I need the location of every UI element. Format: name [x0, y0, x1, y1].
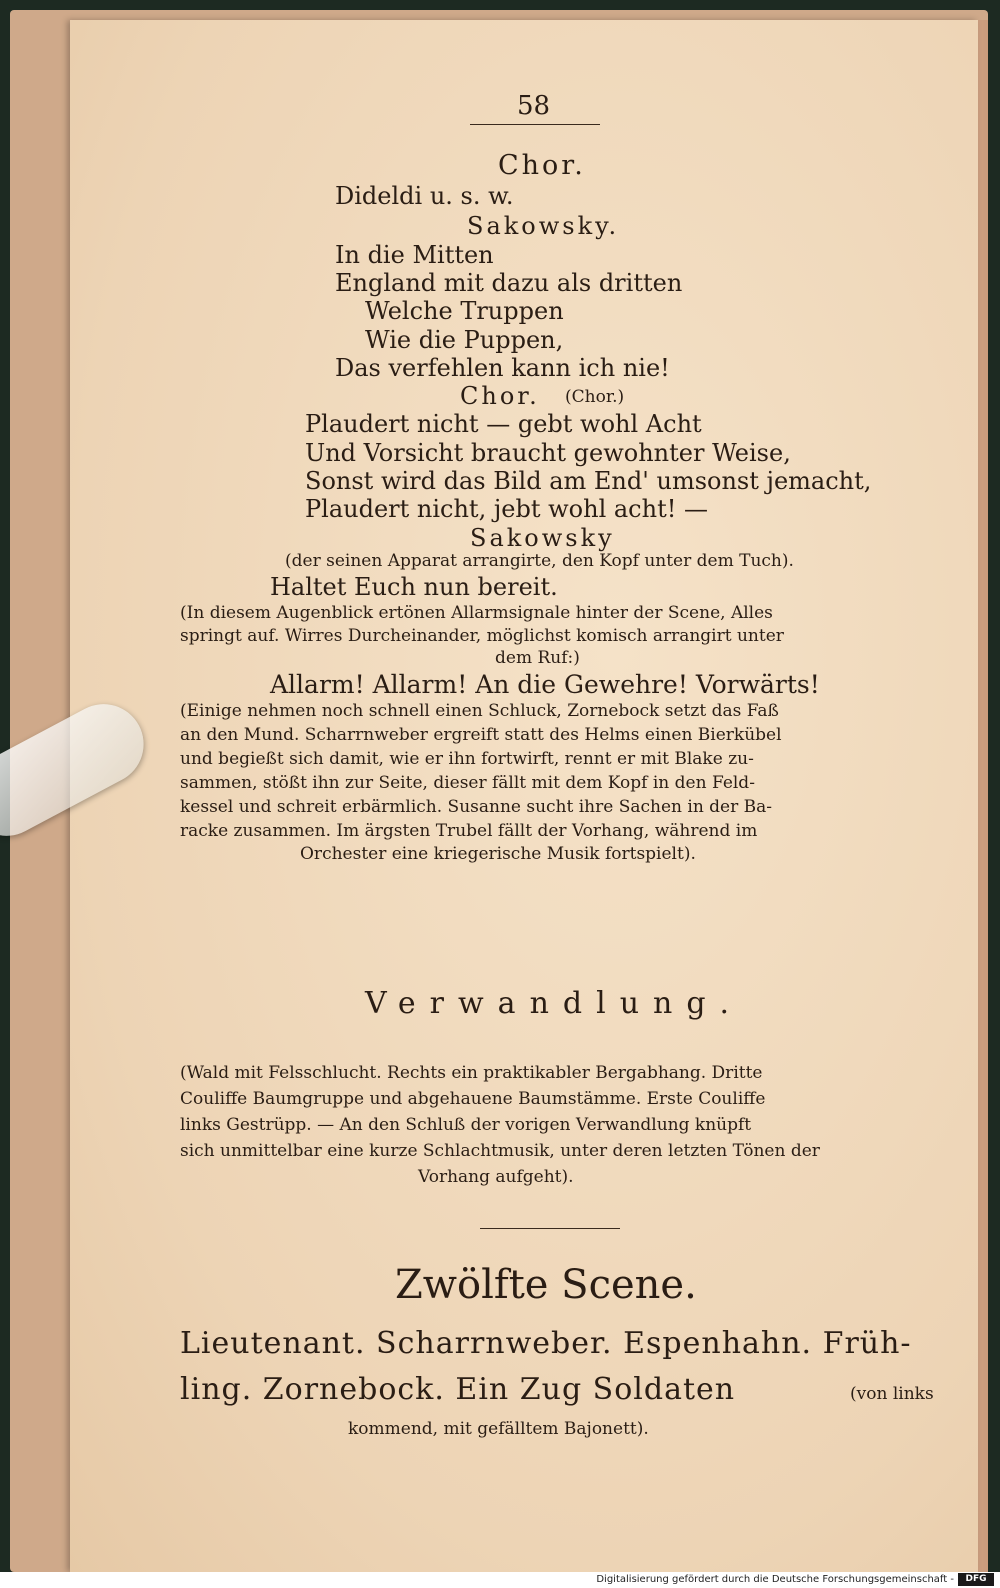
stage-direction: sammen, stößt ihn zur Seite, dieser fällt mit dem Kopf in den Feld- [180, 773, 755, 793]
page-number: 58 [517, 91, 551, 121]
verse-line: Das verfehlen kann ich nie! [335, 354, 670, 382]
stage-direction: springt auf. Wirres Durcheinander, möglichst komisch arrangirt unter [180, 626, 784, 646]
speaker-sakowsky: Sakowsky [470, 524, 615, 552]
stage-direction: (Einige nehmen noch schnell einen Schluck, Zornebock setzt das Faß [180, 701, 779, 721]
stage-direction: (von links [850, 1384, 934, 1404]
verse-line: Welche Truppen [365, 297, 564, 325]
speaker-chor: Chor. [460, 382, 540, 410]
stage-direction: (In diesem Augenblick ertönen Allarmsignale hinter der Scene, Alles [180, 603, 773, 623]
stage-direction: und begießt sich damit, wie er ihn fortwirft, rennt er mit Blake zu- [180, 749, 754, 769]
cast-list: Lieutenant. Scharrnweber. Espenhahn. Früh- [180, 1326, 912, 1361]
book-page [70, 20, 978, 1572]
stage-direction: (der seinen Apparat arrangirte, den Kopf unter dem Tuch). [285, 551, 794, 571]
speaker-chor: Chor. [498, 150, 586, 181]
scene-title: Zwölfte Scene. [395, 1262, 697, 1308]
verse-line: Dideldi u. s. w. [335, 182, 514, 210]
stage-direction: kessel und schreit erbärmlich. Susanne sucht ihre Sachen in der Ba- [180, 797, 773, 817]
verse-line: Sonst wird das Bild am End' umsonst jemacht, [305, 467, 872, 495]
verse-line: Plaudert nicht — gebt wohl Acht [305, 410, 702, 438]
section-divider [480, 1228, 620, 1229]
stage-direction: (Wald mit Felsschlucht. Rechts ein praktikabler Bergabhang. Dritte [180, 1063, 763, 1083]
speaker-sakowsky: Sakowsky. [467, 212, 620, 240]
section-heading-verwandlung: Verwandlung. [365, 986, 744, 1021]
verse-line: Allarm! Allarm! An die Gewehre! Vorwärts! [270, 670, 820, 699]
cast-list: ling. Zornebock. Ein Zug Soldaten [180, 1372, 736, 1407]
verse-line: Plaudert nicht, jebt wohl acht! — [305, 495, 708, 523]
stage-direction: dem Ruf:) [495, 648, 580, 668]
page-number-rule [470, 124, 600, 125]
stage-direction: Vorhang aufgeht). [418, 1167, 574, 1187]
stage-direction: Couliffe Baumgruppe und abgehauene Baumstämme. Erste Couliffe [180, 1089, 766, 1109]
stage-direction: links Gestrüpp. — An den Schluß der vorigen Verwandlung knüpft [180, 1115, 752, 1135]
verse-line: England mit dazu als dritten [335, 269, 683, 297]
stage-direction: Orchester eine kriegerische Musik fortspielt). [300, 844, 696, 864]
stage-note: (Chor.) [565, 387, 625, 407]
stage-direction: an den Mund. Scharrnweber ergreift statt des Helms einen Bierkübel [180, 725, 782, 745]
stage-direction: sich unmittelbar eine kurze Schlachtmusik, unter deren letzten Tönen der [180, 1141, 820, 1161]
footer-credit: Digitalisierung gefördert durch die Deutsche Forschungsgemeinschaft - [596, 1574, 954, 1585]
verse-line: Haltet Euch nun bereit. [270, 573, 558, 601]
verse-line: Wie die Puppen, [365, 326, 564, 354]
verse-line: In die Mitten [335, 241, 494, 269]
stage-direction: racke zusammen. Im ärgsten Trubel fällt der Vorhang, während im [180, 821, 758, 841]
stage-direction: kommend, mit gefälltem Bajonett). [348, 1419, 649, 1439]
dfg-logo: DFG [958, 1573, 994, 1586]
verse-line: Und Vorsicht braucht gewohnter Weise, [305, 439, 791, 467]
